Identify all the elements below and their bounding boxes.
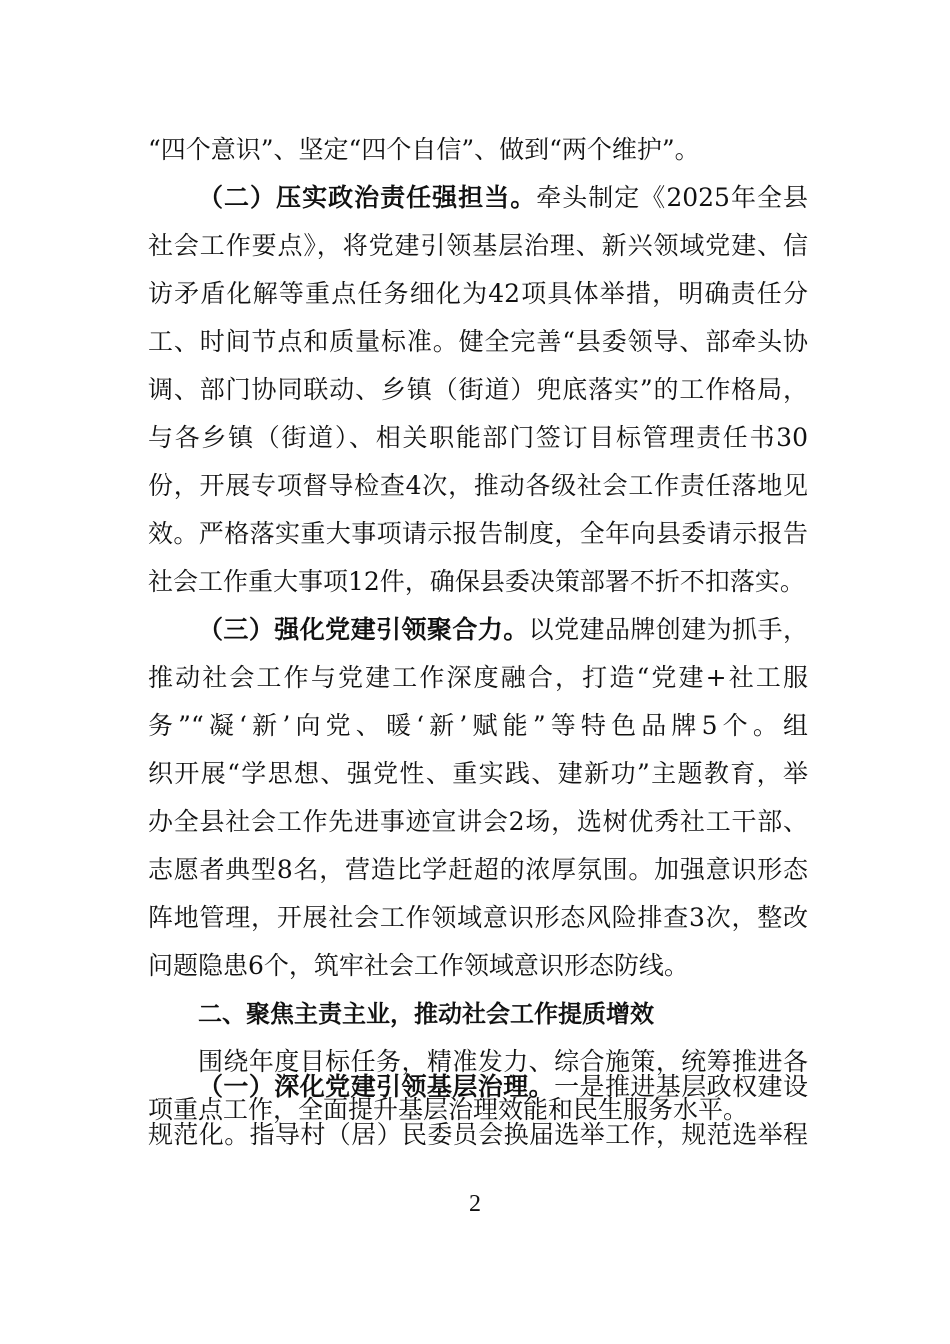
paragraph-line: 社会工作重大事项12件，确保县委决策部署不折不扣落实。 — [148, 567, 805, 596]
paragraph-line — [198, 174, 808, 222]
paragraph-lead: （三）强化党建引领聚合力。 — [198, 615, 529, 644]
paragraph-line: 问题隐患6个，筑牢社会工作领域意识形态防线。 — [148, 951, 689, 980]
paragraph-line: 阵地管理，开展社会工作领域意识形态风险排查3次，整改 — [148, 903, 808, 932]
section-heading: 二、聚焦主责主业，推动社会工作提质增效 — [198, 1000, 654, 1028]
paragraph-line — [198, 606, 808, 654]
paragraph-line: “四个意识”、坚定“四个自信”、做到“两个维护”。 — [148, 135, 700, 164]
paragraph-lead: （二）压实政治责任强担当。 — [198, 183, 537, 212]
paragraph-line: 调、部门协同联动、乡镇（街道）兜底落实”的工作格局， — [148, 375, 808, 404]
paragraph-line: 份，开展专项督导检查4次，推动各级社会工作责任落地见 — [148, 471, 808, 500]
paragraph-line: 围绕年度目标任务，精准发力、综合施策，统筹推进各 — [198, 1047, 808, 1076]
paragraph-line: 社会工作要点》，将党建引领基层治理、新兴领域党建、信 — [148, 231, 808, 260]
paragraph-text: 牵头制定《2025年全县 — [536, 183, 808, 212]
paragraph-line: 推动社会工作与党建工作深度融合，打造“党建+社工服 — [148, 663, 808, 692]
paragraph-line: 项重点工作，全面提升基层治理效能和民生服务水平。 — [148, 1095, 749, 1124]
paragraph-line: 工、时间节点和质量标准。健全完善“县委领导、部牵头协 — [148, 327, 808, 356]
paragraph-line: 规范化。指导村（居）民委员会换届选举工作，规范选举程 — [148, 1120, 808, 1149]
paragraph-line: 效。严格落实重大事项请示报告制度，全年向县委请示报告 — [148, 519, 808, 548]
paragraph-line: 访矛盾化解等重点任务细化为42项具体举措，明确责任分 — [148, 279, 808, 308]
paragraph-line: 务”“凝‘新’向党、暖‘新’赋能”等特色品牌5个。组 — [148, 711, 808, 740]
paragraph-line: 织开展“学思想、强党性、重实践、建新功”主题教育，举 — [148, 759, 808, 788]
paragraph-line: 志愿者典型8名，营造比学赶超的浓厚氛围。加强意识形态 — [148, 855, 808, 884]
paragraph-line — [198, 1063, 808, 1111]
paragraph-line: 办全县社会工作先进事迹宣讲会2场，选树优秀社工干部、 — [148, 807, 808, 836]
paragraph-line: 与各乡镇（街道）、相关职能部门签订目标管理责任书30 — [148, 423, 808, 452]
paragraph-lead: （一）深化党建引领基层治理。 — [198, 1072, 555, 1101]
paragraph-text: 一是推进基层政权建设 — [554, 1072, 808, 1101]
page-number: 2 — [469, 1191, 481, 1217]
paragraph-text: 以党建品牌创建为抓手， — [528, 615, 808, 644]
